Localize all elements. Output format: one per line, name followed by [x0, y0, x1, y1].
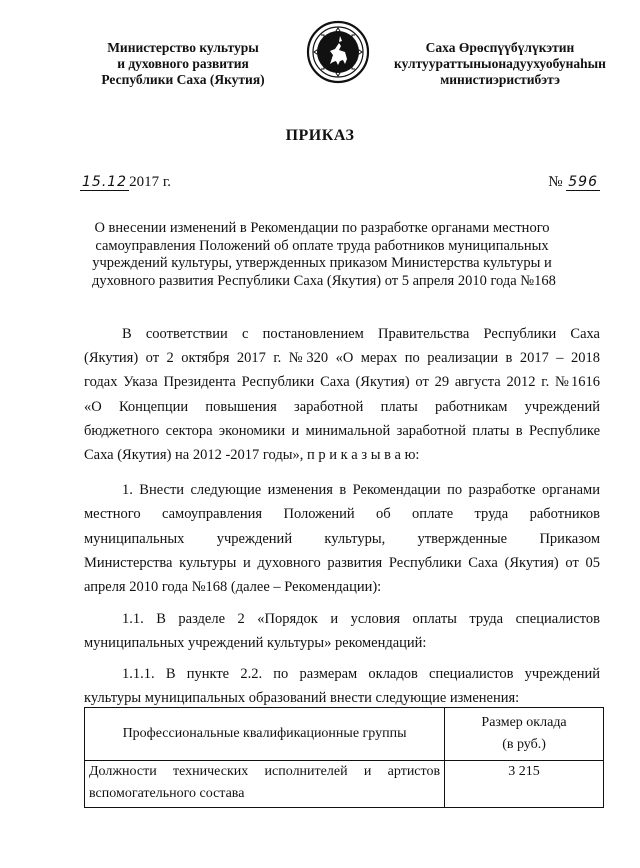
coat-of-arms-emblem [306, 20, 370, 84]
number-sign: № [548, 174, 563, 190]
ministry-name-line: и духовного развития [117, 56, 249, 71]
order-number [548, 174, 600, 191]
handwritten-date: 15.12 [82, 174, 128, 190]
body-line: 1. Внести следующие изменения в Рекомендации по разработке органами [122, 482, 600, 498]
document-title: ПРИКАЗ [285, 127, 355, 144]
handwritten-number: 596 [568, 174, 598, 190]
body-line: Саха (Якутия) на 2012 -2017 годы», п р и к а з ы в а ю: [84, 447, 420, 463]
body-line: местного самоуправления Положений об оплате труда работников [84, 506, 600, 522]
body-line: апреля 2010 года №168 (далее – Рекомендации): [84, 579, 382, 595]
ministry-name-russian [78, 40, 288, 88]
group-line: вспомогательного состава [89, 786, 245, 801]
salary-table [84, 707, 604, 808]
salary-header-line: Размер оклада [481, 715, 567, 730]
body-line: «О Концепции повышения заработной платы работникам учреждений [84, 399, 600, 415]
date-year: 2017 г. [129, 174, 172, 190]
table-cell-group [85, 761, 445, 808]
subject-line: самоуправления Положений об оплате труда работников муниципальных [95, 237, 549, 254]
body-line: Министерства культуры и духовного развития Республики Саха (Якутия) от 05 [84, 555, 600, 571]
table-header-salary [445, 708, 604, 761]
body-line: бюджетного сектора экономики и минимальной заработной платы в Республике [84, 423, 600, 439]
body-line: годах Указа Президента Республики Саха (Якутия) от 29 августа 2012 г. №1616 [84, 374, 600, 390]
table-row [85, 761, 604, 808]
subject-line: О внесении изменений в Рекомендации по разработке органами местного [94, 220, 550, 236]
salary-header-line: (в руб.) [502, 737, 546, 752]
body-line: (Якутия) от 2 октября 2017 г. №320 «О мерах по реализации в 2017 – 2018 [84, 350, 600, 366]
body-line: В соответствии с постановлением Правительства Республики Саха [122, 326, 600, 342]
order-date [80, 174, 171, 191]
ministry-name-line: министиэристибэтэ [440, 72, 560, 87]
body-line: культуры муниципальных образований внести следующие изменения: [84, 690, 520, 706]
ministry-name-line: култуураттыныонадуухуобунаһын [394, 56, 606, 71]
group-line: Должности технических исполнителей и артистов [89, 764, 441, 779]
ministry-name-line: Саха Өрөспүүбүлүкэтин [425, 40, 575, 55]
ministry-name-line: Министерство культуры [107, 40, 259, 55]
table-header-groups: Профессиональные квалификационные группы [85, 708, 445, 761]
body-line: муниципальных учреждений культуры» рекомендаций: [84, 635, 427, 651]
body-line: 1.1.1. В пункте 2.2. по размерам окладов специалистов учреждений [122, 666, 600, 682]
body-line: 1.1. В разделе 2 «Порядок и условия оплаты труда специалистов [122, 611, 600, 627]
body-line: муниципальных учреждений культуры, утвержденные Приказом [84, 531, 600, 547]
subject-line: духовного развития Республики Саха (Якутия) от 5 апреля 2010 года №168 [92, 272, 556, 289]
ministry-name-sakha [384, 40, 616, 88]
table-cell-salary: 3 215 [445, 761, 604, 808]
subject-line: учреждений культуры, утвержденных приказом Министерства культуры и [92, 255, 552, 271]
ministry-name-line: Республики Саха (Якутия) [101, 72, 265, 87]
table-header-row [85, 708, 604, 761]
order-subject [92, 220, 556, 290]
